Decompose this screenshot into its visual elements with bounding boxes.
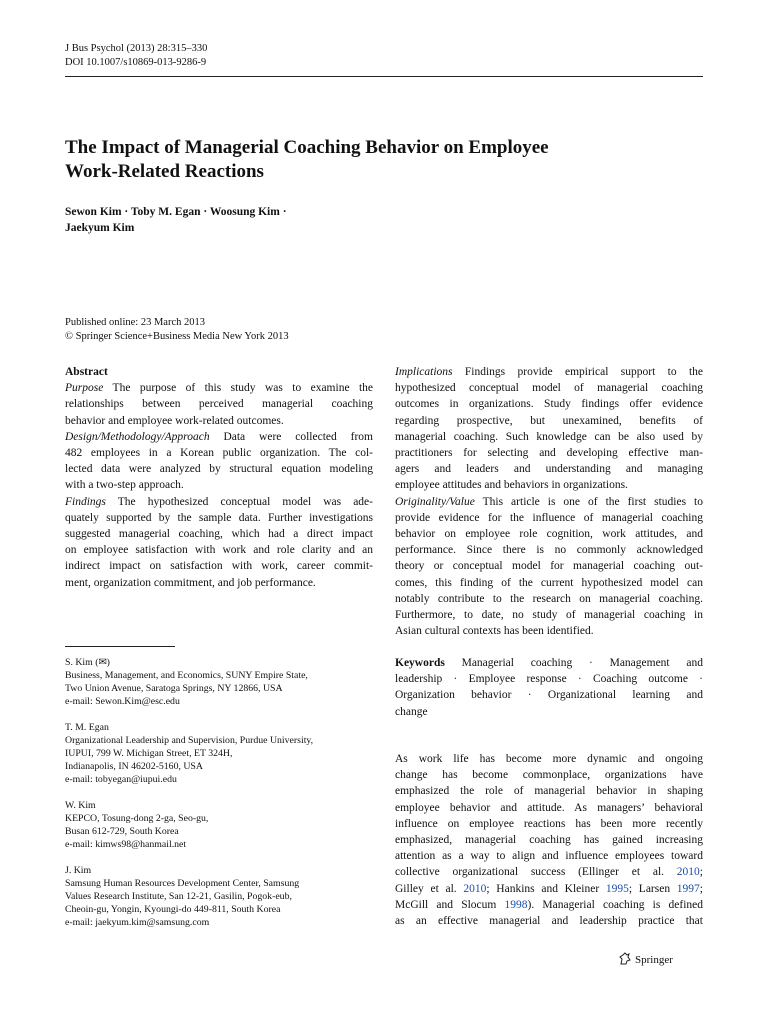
section-label: Implications bbox=[395, 366, 453, 378]
affiliation-line: Busan 612-729, South Korea bbox=[65, 826, 179, 837]
affiliation-line: KEPCO, Tosung-dong 2-ga, Seo-gu, bbox=[65, 813, 209, 824]
affiliation-author: T. M. Egan bbox=[65, 722, 109, 733]
text-line: Design/Methodology/Approach Data were collected from bbox=[65, 430, 373, 443]
text-line: Originality/Value This article is one of the first studies to bbox=[395, 495, 703, 508]
abstract-heading: Abstract bbox=[65, 366, 108, 378]
keywords-line: Keywords Managerial coaching · Management and bbox=[395, 657, 703, 669]
text-line: suggested managerial coaching, which had a direct impact bbox=[65, 528, 373, 541]
citation-link[interactable]: 1998 bbox=[504, 898, 528, 911]
abstract-section bbox=[65, 364, 373, 591]
affiliation-block bbox=[65, 656, 365, 708]
text-line: quately supported by the sample data. Further investigations bbox=[65, 511, 373, 524]
text-line: lected data were analyzed by structural equation modeling bbox=[65, 463, 373, 476]
body-line: collective organizational success (Ellinger et al. 2010; bbox=[395, 866, 703, 879]
body-line: McGill and Slocum 1998). Managerial coaching is defined bbox=[395, 898, 704, 911]
text-line: on employee satisfaction with work and role clarity and an bbox=[65, 544, 373, 557]
publication-info bbox=[65, 316, 289, 344]
text-line: practitioners for selecting and developing effective man- bbox=[395, 447, 703, 460]
citation-link[interactable]: 2010 bbox=[463, 882, 487, 895]
text-line: behavior and employee work-related outcomes. bbox=[65, 414, 284, 427]
text-line: hypothesized conceptual model of managerial coaching bbox=[395, 382, 703, 395]
section-label: Purpose bbox=[65, 382, 104, 395]
text-line: provide evidence for the influence of managerial coaching bbox=[395, 511, 703, 524]
affiliation-line: Cheoin-gu, Yongin, Kyoungi-do 449-811, South Korea bbox=[65, 904, 281, 915]
affiliation-line: Values Research Institute, San 12-21, Gasilin, Pogok-eub, bbox=[65, 891, 292, 902]
affiliation-block bbox=[65, 864, 365, 929]
doi: DOI 10.1007/s10869-013-9286-9 bbox=[65, 57, 207, 68]
section-label: Design/Methodology/Approach bbox=[65, 430, 210, 443]
body-line: as an effective managerial and leadership practice that bbox=[395, 915, 703, 928]
keywords-line: leadership · Employee response · Coaching outcome · bbox=[395, 673, 703, 686]
email-link[interactable]: e-mail: jaekyum.kim@samsung.com bbox=[65, 917, 210, 928]
paper-title bbox=[65, 136, 705, 184]
author-line: Sewon Kim · Toby M. Egan · Woosung Kim · bbox=[65, 206, 287, 218]
copyright: © Springer Science+Business Media New York 2013 bbox=[65, 331, 289, 342]
text-line: with a two-step approach. bbox=[65, 479, 184, 492]
body-line: change has become commonplace, organizations have bbox=[395, 769, 703, 782]
text-line: regarding prospective, but unexamined, benefits of bbox=[395, 414, 703, 427]
text-line: 482 employees in a Korean public organization. The col- bbox=[65, 447, 373, 460]
email-link[interactable]: e-mail: tobyegan@iupui.edu bbox=[65, 774, 177, 785]
affiliation-line: Samsung Human Resources Development Center, Samsung bbox=[65, 878, 300, 889]
text-line: indirect impact on satisfaction with work, career commit- bbox=[65, 560, 373, 573]
published-date: Published online: 23 March 2013 bbox=[65, 317, 205, 328]
text-line: managerial coaching. Such knowledge can be also used by bbox=[395, 430, 703, 443]
text-line: outcomes in organizations. Study findings offer evidence bbox=[395, 398, 703, 411]
text-line: comes, this finding of the current hypothesized model can bbox=[395, 576, 703, 589]
citation-link[interactable]: 1997 bbox=[676, 882, 700, 895]
citation-link[interactable]: 1995 bbox=[605, 882, 629, 895]
title-line: The Impact of Managerial Coaching Behavior on Employee bbox=[65, 137, 549, 158]
affiliation-block bbox=[65, 799, 365, 851]
keywords-section bbox=[395, 655, 703, 720]
text-line: behavior on employee role cognition, work attitudes, and bbox=[395, 528, 703, 541]
affiliation-block bbox=[65, 721, 365, 786]
section-label: Originality/Value bbox=[395, 495, 475, 508]
text-line: Asian cultural contexts has been identified. bbox=[395, 625, 594, 638]
text-line: Purpose The purpose of this study was to examine the bbox=[65, 382, 373, 395]
text-line: ment, organization commitment, and job performance. bbox=[65, 576, 316, 589]
text-line: Implications Findings provide empirical support to the bbox=[395, 366, 703, 378]
text-line: theory or conceptual model for managerial coaching out- bbox=[395, 560, 703, 573]
keywords-line: Organization behavior · Organizational learning and bbox=[395, 689, 703, 702]
publisher-mark bbox=[618, 952, 673, 969]
text-line: Findings The hypothesized conceptual model was ade- bbox=[65, 495, 373, 508]
keywords-heading: Keywords bbox=[395, 657, 445, 669]
text-line: performance. Since there is no commonly acknowledged bbox=[395, 544, 703, 557]
author-list bbox=[65, 204, 365, 236]
body-line: influence on employee reactions has been more recently bbox=[395, 817, 703, 830]
publisher-name: Springer bbox=[635, 954, 673, 967]
header-rule bbox=[65, 76, 703, 77]
footnote-rule bbox=[65, 646, 175, 647]
affiliation-line: Two Union Avenue, Saratoga Springs, NY 12866, USA bbox=[65, 683, 283, 694]
text-line: employee attitudes and behaviors in organizations. bbox=[395, 479, 628, 492]
introduction-text bbox=[395, 751, 703, 929]
citation-link[interactable]: 2010 bbox=[676, 866, 700, 879]
body-line: As work life has become more dynamic and ongoing bbox=[395, 753, 703, 765]
affiliations bbox=[65, 656, 365, 942]
author-line: Jaekyum Kim bbox=[65, 222, 135, 234]
affiliation-line: Business, Management, and Economics, SUNY Empire State, bbox=[65, 670, 308, 681]
text-line: relationships between perceived managerial coaching bbox=[65, 398, 373, 411]
text-line: agers and leaders and understanding and managing bbox=[395, 463, 703, 476]
title-line: Work-Related Reactions bbox=[65, 161, 264, 182]
affiliation-line: Indianapolis, IN 46202-5160, USA bbox=[65, 761, 203, 772]
affiliation-author: W. Kim bbox=[65, 800, 96, 811]
email-link[interactable]: e-mail: kimws98@hanmail.net bbox=[65, 839, 187, 850]
section-label: Findings bbox=[65, 495, 106, 508]
affiliation-line: Organizational Leadership and Supervision, Purdue University, bbox=[65, 735, 314, 746]
body-line: employee behavior and attitude. As managers’ behavioral bbox=[395, 801, 703, 814]
journal-citation: J Bus Psychol (2013) 28:315–330 bbox=[65, 43, 208, 54]
affiliation-line: IUPUI, 799 W. Michigan Street, ET 324H, bbox=[65, 748, 233, 759]
abstract-continued bbox=[395, 364, 703, 639]
keywords-line: change bbox=[395, 705, 428, 718]
email-link[interactable]: e-mail: Sewon.Kim@esc.edu bbox=[65, 696, 180, 707]
affiliation-author: S. Kim (✉) bbox=[65, 657, 110, 668]
text-line: Furthermore, to date, no study of managerial coaching in bbox=[395, 609, 703, 622]
body-line: emphasized, managerial coaching has gained increasing bbox=[395, 834, 703, 847]
body-line: emphasized the role of managerial behavior in shaping bbox=[395, 785, 703, 798]
affiliation-author: J. Kim bbox=[65, 865, 92, 876]
text-line: notably contribute to the research on managerial coaching. bbox=[395, 592, 703, 605]
springer-horse-icon bbox=[618, 952, 632, 969]
body-line: Gilley et al. 2010; Hankins and Kleiner 1995; Larsen 1997; bbox=[395, 882, 703, 895]
body-line: attention as a way to align and influence employees toward bbox=[395, 850, 703, 863]
